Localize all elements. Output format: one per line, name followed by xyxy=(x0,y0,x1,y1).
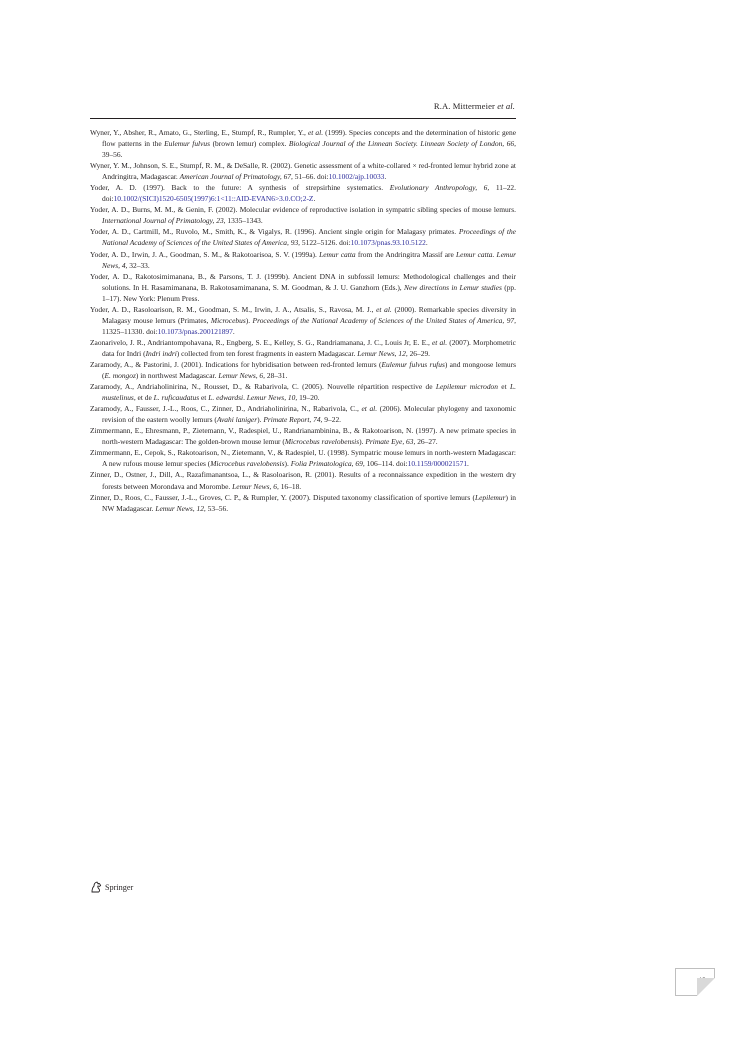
running-head-etal: et al. xyxy=(497,101,515,111)
reference-italic-text: Lemur News, 12, xyxy=(357,348,408,358)
reference-text: 39–56. xyxy=(102,150,123,160)
reference-text: (brown lemur) complex. xyxy=(210,139,289,149)
reference-italic-text: Lemur catta. Lemur News, 4, xyxy=(102,249,516,270)
reference-entry xyxy=(90,271,516,304)
reference-text: Yoder, A. D., Cartmill, M., Ruvolo, M., Smith, K., & Vigalys, R. (1996). Ancient single origin for Malagasy primates. xyxy=(90,227,459,237)
reference-text: Zaonarivelo, J. R., Andriantompohavana, R., Engberg, S. E., Kelley, S. G., Randriamanana, J. C., Louis Jr, E. E., xyxy=(90,337,432,347)
reference-italic-text: Biological Journal of the Linnean Society. Linnean Society of London, 66, xyxy=(288,139,516,149)
publisher-name: Springer xyxy=(105,882,134,892)
reference-italic-text: Microcebus xyxy=(210,315,246,325)
reference-text: ). xyxy=(284,459,291,469)
running-head xyxy=(434,101,515,111)
doi-link[interactable]: 10.1002/ajp.10033 xyxy=(328,172,385,182)
reference-italic-text: Lemur News, 10, xyxy=(246,393,298,403)
reference-text: Yoder, A. D., Burns, M. M., & Genin, F. (2002). Molecular evidence of reproductive isolation in sympatric sibling species of mouse lemurs. xyxy=(90,205,516,215)
reference-text: et xyxy=(497,382,510,392)
reference-text: 11–22. doi: xyxy=(102,183,517,204)
reference-text: Zaramody, A., Andriaholinirina, N., Rousset, D., & Rabarivola, C. (2005). Nouvelle répartition respective de xyxy=(90,382,436,392)
springer-horse-logo-icon xyxy=(90,881,102,893)
running-head-authors: R.A. Mittermeier xyxy=(433,101,498,111)
reference-italic-text: Lemur News, 12, xyxy=(155,503,206,513)
reference-text: Zinner, D., Ostner, J., Dill, A., Razafimanantsoa, L., & Rasoloarison, R. (2001). Results of a reconnaissance expedition in the western dry forests between Morondava and Morombe. xyxy=(90,470,516,491)
reference-text: 11325–11330. doi: xyxy=(102,326,158,336)
reference-text: . xyxy=(425,238,428,248)
reference-italic-text: Primate Report, 74, xyxy=(263,415,323,425)
reference-italic-text: Avahi laniger xyxy=(216,415,258,425)
reference-text: . xyxy=(313,194,316,204)
reference-text: 32–33. xyxy=(127,260,150,270)
reference-text: Yoder, A. D., Rasoloarison, R. M., Goodman, S. M., Irwin, J. A., Atsalis, S., Ravosa, M. J., xyxy=(90,304,377,314)
doi-link[interactable]: 10.1073/pnas.93.10.5122 xyxy=(350,238,426,248)
reference-text: 9–22. xyxy=(322,415,342,425)
reference-italic-text: et al. xyxy=(431,337,448,347)
reference-text: ). xyxy=(257,415,264,425)
reference-text: Zimmermann, E., Cepok, S., Rakotoarison, N., Zietemann, V., & Radespiel, U. (1998). Sympatric mouse lemurs in north-western Madagascar: A new rufous mouse lemur species ( xyxy=(90,448,516,469)
reference-entry xyxy=(90,337,516,359)
reference-text: 5122–5126. doi: xyxy=(300,238,351,248)
reference-text: 106–114. doi: xyxy=(364,459,408,469)
reference-italic-text: et al. xyxy=(307,128,324,137)
reference-text: Zaramody, A., Fausser, J.-L., Roos, C., Zinner, D., Andriaholinirina, N., Rabarivola, C., xyxy=(90,404,362,414)
reference-entry xyxy=(90,425,516,447)
reference-text: ) in northwest Madagascar. xyxy=(135,371,219,381)
reference-italic-text: Proceedings of the National Academy of Sciences of the United States of America, 93, xyxy=(102,227,516,248)
reference-list xyxy=(90,127,516,514)
reference-italic-text: Lepilemur microdon xyxy=(435,382,498,392)
reference-text: ) and mongoose lemurs ( xyxy=(102,359,516,381)
reference-entry xyxy=(90,359,516,381)
reference-text: Wyner, Y. M., Johnson, S. E., Stumpf, R. M., & DeSalle, R. (2002). Genetic assessment of a white-collared × red-fronted lemur hybrid zone at Andringitra, Madagascar. xyxy=(90,161,516,182)
header-rule xyxy=(90,118,516,119)
page-number-box xyxy=(675,968,715,996)
reference-entry xyxy=(90,447,516,469)
reference-entry xyxy=(90,304,516,337)
reference-italic-text: Microcebus ravelobensis xyxy=(210,459,285,469)
reference-text: ) collected from ten forest fragments in eastern Madagascar. xyxy=(176,348,358,358)
reference-italic-text: Indri indri xyxy=(145,348,177,358)
reference-italic-text: L. ruficaudatus xyxy=(153,393,200,403)
reference-text: (2000). Remarkable species diversity in Malagasy mouse lemurs (Primates, xyxy=(102,304,516,325)
publisher-mark xyxy=(90,881,133,893)
reference-italic-text: Eulemur fulvus xyxy=(164,139,211,149)
reference-italic-text: L. edwardsi xyxy=(208,393,244,403)
reference-italic-text: Lepilemur xyxy=(474,492,506,502)
reference-text: Yoder, A. D., Irwin, J. A., Goodman, S. M., & Rakotoarisoa, S. V. (1999a). xyxy=(90,249,320,259)
reference-italic-text: Folia Primatologica, 69, xyxy=(290,459,365,469)
reference-text: . xyxy=(467,459,469,469)
reference-text: Zaramody, A., & Pastorini, J. (2001). Indications for hybridisation between red-fronted lemurs ( xyxy=(90,359,382,369)
reference-italic-text: New directions in Lemur studies xyxy=(404,282,502,292)
reference-italic-text: Eulemur fulvus rufus xyxy=(381,359,445,369)
reference-text: Wyner, Y., Absher, R., Amato, G., Sterling, E., Stumpf, R., Rumpler, Y., xyxy=(90,128,308,137)
reference-text: 51–66. doi: xyxy=(292,172,329,182)
reference-text: 26–27. xyxy=(415,437,438,447)
reference-text: 26–29. xyxy=(407,348,431,358)
reference-text: 1335–1343. xyxy=(225,216,263,226)
reference-italic-text: Proceedings of the National Academy of Sciences of the United States of America, 97, xyxy=(252,315,516,325)
page-number: 49 xyxy=(697,975,706,985)
reference-italic-text: L. mustelinus xyxy=(102,382,516,403)
reference-italic-text: Lemur News, 6, xyxy=(232,481,279,491)
doi-link[interactable]: 10.1002/(SICI)1520-6505(1997)6:1<11::AID-EVAN6>3.0.CO;2-Z xyxy=(113,194,314,204)
reference-italic-text: E. mongoz xyxy=(104,371,136,381)
reference-text: . xyxy=(232,326,235,336)
reference-entry xyxy=(90,381,516,403)
reference-italic-text: American Journal of Primatology, 67, xyxy=(179,172,293,182)
reference-text: (2007). Morphometric data for Indri ( xyxy=(102,337,516,358)
reference-entry xyxy=(90,204,516,226)
doi-link[interactable]: 10.1159/000021571 xyxy=(407,459,468,469)
reference-italic-text: International Journal of Primatology, 23, xyxy=(102,216,226,226)
reference-entry xyxy=(90,469,516,491)
reference-text: Zinner, D., Roos, C., Fausser, J.-L., Groves, C. P., & Rumpler, Y. (2007). Disputed taxonomy classification of sportive lemurs ( xyxy=(90,492,475,502)
reference-text: (2006). Molecular phylogeny and taxonomic revision of the eastern woolly lemurs ( xyxy=(102,404,516,425)
reference-text: (1999). Species concepts and the determination of historic gene flow patterns in the xyxy=(102,128,516,149)
reference-text: ). xyxy=(245,315,253,325)
reference-entry xyxy=(90,403,516,425)
reference-text: 53–56. xyxy=(205,503,229,513)
reference-text: et xyxy=(199,393,209,403)
reference-text: from the Andringitra Massif are xyxy=(355,249,456,259)
reference-italic-text: Evolutionary Anthropology, 6, xyxy=(389,183,490,193)
reference-text: . xyxy=(384,172,387,182)
reference-italic-text: et al. xyxy=(361,404,378,414)
reference-italic-text: Microcebus ravelobensis xyxy=(284,437,360,447)
reference-text: Yoder, A. D. (1997). Back to the future: A synthesis of strepsirhine systematics. xyxy=(90,183,390,193)
reference-text: 16–18. xyxy=(278,481,302,491)
reference-text: 19–20. xyxy=(297,393,320,403)
reference-text: ). xyxy=(359,437,366,447)
page-curl-icon xyxy=(697,978,715,996)
reference-entry xyxy=(90,226,516,248)
reference-entry xyxy=(90,127,516,160)
reference-italic-text: Lemur catta xyxy=(319,249,356,259)
reference-entry xyxy=(90,249,516,271)
reference-entry xyxy=(90,182,516,204)
reference-entry xyxy=(90,492,516,514)
reference-entry xyxy=(90,160,516,182)
reference-italic-text: et al. xyxy=(376,304,392,314)
reference-italic-text: Lemur News, 6, xyxy=(218,371,266,381)
reference-text: , et de xyxy=(133,393,154,403)
reference-text: . xyxy=(243,393,247,403)
reference-text: Zimmermann, E., Ehresmann, P., Zietemann, V., Radespiel, U., Randrianambinina, B., & Rakotoarison, N. (1997). A new primate species in north-western Madagascar: The golden-brown mouse lemur ( xyxy=(90,426,516,447)
reference-text: (pp. 1–17). New York: Plenum Press. xyxy=(102,282,516,303)
reference-text: 28–31. xyxy=(265,371,288,381)
reference-text: Yoder, A. D., Rakotosimimanana, B., & Parsons, T. J. (1999b). Ancient DNA in subfossil lemurs: Methodological challenges and their solutions. In H. Rasamimanana, B. Rakotosamimanana, S. M. Goodman, & J. U. Ganzhorn (Eds.), xyxy=(90,271,516,292)
doi-link[interactable]: 10.1073/pnas.200121897 xyxy=(157,326,233,336)
reference-text: ) in NW Madagascar. xyxy=(102,492,516,513)
reference-italic-text: Primate Eye, 63, xyxy=(365,437,416,447)
